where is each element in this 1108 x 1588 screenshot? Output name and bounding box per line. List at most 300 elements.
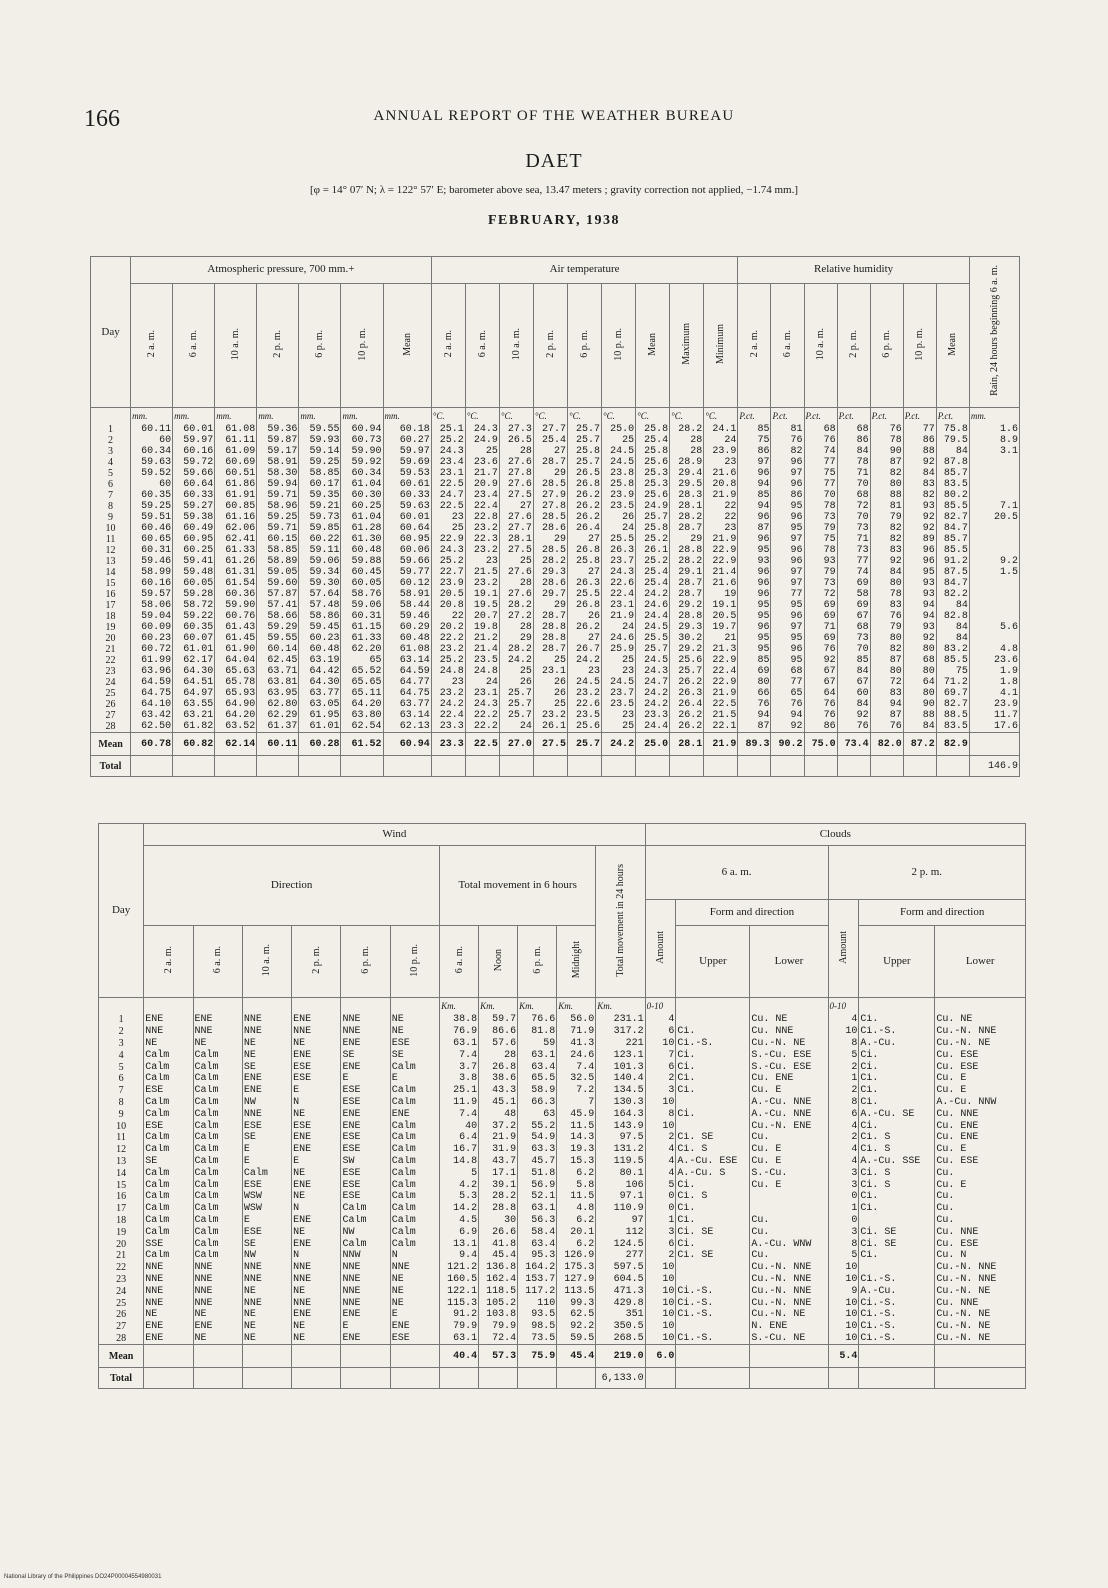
day-cell: 24 [91, 677, 131, 688]
data-cell: 81 [771, 424, 804, 435]
data-cell: 60.85 [215, 501, 257, 512]
data-cell: NNE [292, 1274, 341, 1286]
data-cell: 2 [828, 1085, 859, 1097]
col-label: Minimum [715, 323, 727, 364]
data-cell: 60.33 [173, 490, 215, 501]
data-cell: 26 [602, 512, 636, 523]
total-cell [242, 1368, 291, 1389]
data-cell: 26.2 [670, 677, 704, 688]
col-label: 2 a. m. [162, 946, 174, 974]
h-6pm-header [870, 283, 903, 407]
data-cell: NNE [341, 1014, 390, 1026]
data-cell: 59.90 [215, 600, 257, 611]
data-cell: 24.8 [431, 666, 465, 677]
data-cell: 22.4 [704, 666, 738, 677]
data-cell: 61.01 [173, 644, 215, 655]
data-cell: 94 [903, 611, 936, 622]
table-row [91, 655, 1020, 666]
library-footer: National Library of the Philippines DO24P00004554980031 [4, 1574, 162, 1580]
data-cell: 85.5 [936, 501, 969, 512]
data-cell: 63.14 [383, 655, 431, 666]
col-label: Amount [655, 930, 666, 964]
day-cell: 8 [99, 1097, 144, 1109]
col-label: 6 a. m. [453, 946, 465, 974]
col-label: Mean [947, 332, 959, 356]
data-cell: 93 [804, 556, 837, 567]
data-cell: Cu. [935, 1203, 1026, 1215]
data-cell: 96 [903, 545, 936, 556]
mean-cell [750, 1345, 828, 1368]
data-cell: 60.29 [383, 622, 431, 633]
data-cell: NNE [242, 1262, 291, 1274]
data-cell: 27 [567, 633, 601, 644]
data-cell: E [242, 1215, 291, 1227]
data-cell: 5.8 [557, 1179, 596, 1191]
total-cell [533, 756, 567, 777]
data-cell: Calm [390, 1203, 439, 1215]
data-cell: Calm [144, 1179, 193, 1191]
data-cell: N. ENE [750, 1321, 828, 1333]
data-cell: ESE [242, 1120, 291, 1132]
data-cell: 63.95 [257, 688, 299, 699]
data-cell: 25.8 [636, 523, 670, 534]
data-cell: 23.3 [636, 710, 670, 721]
h-10pm-header [903, 283, 936, 407]
data-cell: 59.93 [299, 435, 341, 446]
data-cell: 60.48 [341, 545, 383, 556]
data-cell: 61.37 [257, 721, 299, 733]
data-cell: Ci. [859, 1073, 935, 1085]
mean-cell: 24.2 [602, 733, 636, 756]
mean-cell: 60.94 [383, 733, 431, 756]
data-cell: Ci.-S. [859, 1274, 935, 1286]
total-cell [602, 756, 636, 777]
data-cell: 28.7 [533, 611, 567, 622]
data-cell: 60.09 [131, 622, 173, 633]
data-cell: 10 [828, 1026, 859, 1038]
data-cell: 71.2 [936, 677, 969, 688]
data-cell: N [292, 1203, 341, 1215]
data-cell: 59.21 [299, 501, 341, 512]
data-cell: 38.6 [479, 1073, 518, 1085]
day-cell: 11 [99, 1132, 144, 1144]
data-cell: 58.4 [518, 1226, 557, 1238]
data-cell: 67 [804, 677, 837, 688]
data-cell: 54.9 [518, 1132, 557, 1144]
data-cell: 45.9 [557, 1108, 596, 1120]
data-cell: ENE [193, 1014, 242, 1026]
data-cell: ENE [193, 1321, 242, 1333]
data-cell: 72 [804, 589, 837, 600]
data-cell: 5 [828, 1049, 859, 1061]
data-cell: NNE [193, 1262, 242, 1274]
data-cell: 24 [602, 523, 636, 534]
day-cell: 25 [91, 688, 131, 699]
data-cell: 61.30 [341, 534, 383, 545]
data-cell: 28.1 [670, 501, 704, 512]
data-cell: 162.4 [479, 1274, 518, 1286]
data-cell: 23.6 [969, 655, 1019, 666]
data-cell: NNE [144, 1262, 193, 1274]
total-cell [837, 756, 870, 777]
data-cell: 61.86 [215, 479, 257, 490]
table-row [91, 710, 1020, 721]
data-cell: 63.4 [518, 1238, 557, 1250]
data-cell: 25.5 [567, 589, 601, 600]
data-cell: 61.15 [341, 622, 383, 633]
data-cell: Calm [341, 1203, 390, 1215]
data-cell: A.-Cu. [859, 1285, 935, 1297]
data-cell: ESE [341, 1167, 390, 1179]
data-cell: 86.6 [479, 1026, 518, 1038]
data-cell: 7.4 [440, 1049, 479, 1061]
data-cell: 69 [837, 600, 870, 611]
data-cell: 96 [738, 512, 771, 523]
wind-group-header: Wind [144, 824, 645, 846]
data-cell: 88 [870, 490, 903, 501]
data-cell: 88 [903, 710, 936, 721]
data-cell: 23.3 [431, 721, 465, 733]
data-cell: NNE [341, 1026, 390, 1038]
data-cell: 61.45 [215, 633, 257, 644]
data-cell: 14.3 [557, 1132, 596, 1144]
data-cell: Calm [193, 1179, 242, 1191]
unit-cell [144, 998, 193, 1015]
data-cell: Ci. SE [859, 1238, 935, 1250]
data-cell: 96 [771, 512, 804, 523]
data-cell: 24.5 [602, 677, 636, 688]
data-cell: 63.05 [299, 699, 341, 710]
data-cell: 29.3 [670, 622, 704, 633]
data-cell: Cu.-N. NNE [750, 1285, 828, 1297]
data-cell: 110 [518, 1297, 557, 1309]
data-cell: 60.45 [341, 567, 383, 578]
data-cell: 60.64 [383, 523, 431, 534]
data-cell: 60.25 [173, 545, 215, 556]
data-cell: 88.5 [936, 710, 969, 721]
data-cell: N [390, 1250, 439, 1262]
table-row [99, 1167, 1026, 1179]
data-cell: 6 [828, 1108, 859, 1120]
data-cell: Ci. [676, 1061, 750, 1073]
data-cell: 25.8 [602, 479, 636, 490]
data-cell: Ci.-S. [859, 1309, 935, 1321]
data-cell: 80.1 [596, 1167, 645, 1179]
data-cell: 65.93 [215, 688, 257, 699]
data-cell: 74 [804, 446, 837, 457]
col-label: 2 a. m. [442, 330, 454, 358]
data-cell: NNE [341, 1262, 390, 1274]
data-cell: 23 [704, 523, 738, 534]
data-cell: 92 [837, 710, 870, 721]
data-cell: 58.30 [257, 468, 299, 479]
data-cell: 69 [837, 578, 870, 589]
data-cell: 28.2 [670, 424, 704, 435]
table-row [99, 1061, 1026, 1073]
data-cell: 59.72 [173, 457, 215, 468]
data-cell: 87 [738, 523, 771, 534]
data-cell: N [292, 1250, 341, 1262]
data-cell: 28.8 [479, 1203, 518, 1215]
data-cell: 62.45 [257, 655, 299, 666]
data-cell: Calm [390, 1097, 439, 1109]
data-cell: 76.9 [440, 1026, 479, 1038]
unit-cell: P.ct. [837, 408, 870, 425]
data-cell: 60.36 [215, 589, 257, 600]
data-cell: ESE [292, 1061, 341, 1073]
table-row [99, 1191, 1026, 1203]
data-cell: 28.9 [670, 457, 704, 468]
data-cell: 10 [828, 1262, 859, 1274]
data-cell: Ci. S [859, 1132, 935, 1144]
data-cell [676, 1274, 750, 1286]
data-cell: 26.5 [499, 435, 533, 446]
data-cell: ENE [144, 1014, 193, 1026]
units-day-cell [99, 998, 144, 1015]
data-cell: 59.87 [257, 435, 299, 446]
data-cell: Calm [144, 1061, 193, 1073]
day-cell: 12 [91, 545, 131, 556]
table-row [99, 1226, 1026, 1238]
data-cell: Cu. [935, 1215, 1026, 1227]
total-cell [193, 1368, 242, 1389]
data-cell: 126.9 [557, 1250, 596, 1262]
data-cell: NE [390, 1285, 439, 1297]
d-2pm-header [292, 926, 341, 998]
table-row [91, 644, 1020, 655]
data-cell: 77 [771, 677, 804, 688]
data-cell: 25.8 [567, 446, 601, 457]
data-cell: 76 [870, 721, 903, 733]
data-cell: 28.8 [533, 622, 567, 633]
data-cell [969, 457, 1019, 468]
total-cell [341, 1368, 390, 1389]
table-row [99, 1215, 1026, 1227]
col-label: 10 a. m. [815, 327, 827, 360]
h-6am-header [771, 283, 804, 407]
h-mean-header [936, 283, 969, 407]
data-cell: 61.28 [341, 523, 383, 534]
data-cell: 153.7 [518, 1274, 557, 1286]
data-cell: ENE [341, 1061, 390, 1073]
data-cell: Cu. ESE [935, 1061, 1026, 1073]
data-cell: 77 [804, 479, 837, 490]
table-row [91, 468, 1020, 479]
data-cell: 10 [645, 1321, 676, 1333]
data-cell: Calm [144, 1250, 193, 1262]
data-cell: NNE [193, 1285, 242, 1297]
data-cell: 60.95 [173, 534, 215, 545]
data-cell: 28.7 [533, 644, 567, 655]
data-cell: Cu. [750, 1226, 828, 1238]
unit-cell: mm. [257, 408, 299, 425]
data-cell: 25 [533, 699, 567, 710]
data-cell: 59.53 [383, 468, 431, 479]
mean-cell: 87.2 [903, 733, 936, 756]
table-row [91, 589, 1020, 600]
data-cell: 58.85 [257, 545, 299, 556]
data-cell: 134.5 [596, 1085, 645, 1097]
data-cell: A.-Cu. ESE [676, 1156, 750, 1168]
data-cell: 23.2 [431, 688, 465, 699]
data-cell: 58.96 [257, 501, 299, 512]
data-cell: 19.3 [557, 1144, 596, 1156]
data-cell: 85.7 [936, 534, 969, 545]
data-cell: 60 [131, 479, 173, 490]
data-cell: 4 [645, 1014, 676, 1026]
data-cell: Cu. E [750, 1156, 828, 1168]
data-cell: Cu. N [935, 1250, 1026, 1262]
data-cell: 68 [837, 424, 870, 435]
data-cell: 59.7 [479, 1014, 518, 1026]
total-cell [771, 756, 804, 777]
day-cell: 23 [99, 1274, 144, 1286]
data-cell: 60.23 [131, 633, 173, 644]
data-cell: Cu. E [935, 1085, 1026, 1097]
data-cell: NE [242, 1321, 291, 1333]
table-row [99, 1073, 1026, 1085]
data-cell: 86 [804, 721, 837, 733]
data-cell: 64.20 [215, 710, 257, 721]
data-cell: 25.2 [431, 655, 465, 666]
data-cell: ENE [292, 1132, 341, 1144]
unit-cell: mm. [173, 408, 215, 425]
data-cell: 86 [738, 446, 771, 457]
data-cell: 1.8 [969, 677, 1019, 688]
unit-cell: mm. [131, 408, 173, 425]
data-cell: NE [193, 1038, 242, 1050]
data-cell: 23.5 [567, 710, 601, 721]
table-row [99, 1179, 1026, 1191]
data-cell: Cu. NNE [935, 1108, 1026, 1120]
data-cell: Calm [193, 1073, 242, 1085]
total-cell [431, 756, 465, 777]
data-cell: NE [242, 1038, 291, 1050]
mean-cell: 60.11 [257, 733, 299, 756]
rain-header-label: Rain, 24 hours beginning 6 a. m. [988, 265, 1000, 396]
data-cell: 71 [837, 468, 870, 479]
d-6pm-header [341, 926, 390, 998]
data-cell: 4 [828, 1014, 859, 1026]
data-cell: 22.4 [431, 710, 465, 721]
data-cell: 83.2 [936, 644, 969, 655]
day-cell: 15 [91, 578, 131, 589]
data-cell: 59.63 [131, 457, 173, 468]
unit-cell: Km. [596, 998, 645, 1015]
unit-cell: mm. [215, 408, 257, 425]
data-cell: 22.2 [431, 633, 465, 644]
data-cell: 71 [837, 534, 870, 545]
data-cell: 62.13 [383, 721, 431, 733]
data-cell: 95 [738, 600, 771, 611]
data-cell: 81.8 [518, 1026, 557, 1038]
data-cell: Cu.-N. NE [750, 1309, 828, 1321]
data-cell: Calm [390, 1179, 439, 1191]
data-cell: 24.9 [636, 501, 670, 512]
data-cell: 59.14 [299, 446, 341, 457]
data-cell: 76.6 [518, 1014, 557, 1026]
data-cell: 23.9 [602, 490, 636, 501]
data-cell: 83 [870, 688, 903, 699]
data-cell: 60.05 [173, 578, 215, 589]
data-cell: 10 [645, 1297, 676, 1309]
data-cell [969, 534, 1019, 545]
data-cell: 63.1 [440, 1038, 479, 1050]
data-cell: Ci. [676, 1215, 750, 1227]
data-cell: 22.5 [431, 501, 465, 512]
data-cell [969, 490, 1019, 501]
data-cell: A.-Cu. WNW [750, 1238, 828, 1250]
data-cell: 41.8 [479, 1238, 518, 1250]
data-cell: 27.8 [533, 501, 567, 512]
data-cell: 68 [903, 655, 936, 666]
day-cell: 7 [99, 1085, 144, 1097]
table-row [91, 688, 1020, 699]
data-cell: 66 [738, 688, 771, 699]
unit-cell: mm. [383, 408, 431, 425]
data-cell: 25.7 [499, 710, 533, 721]
data-cell: 59.46 [131, 556, 173, 567]
mean-cell: 27.5 [533, 733, 567, 756]
data-cell: 63.4 [518, 1061, 557, 1073]
day-cell: 8 [91, 501, 131, 512]
data-cell: 71 [804, 622, 837, 633]
data-cell: 136.8 [479, 1262, 518, 1274]
data-cell: Cu.-N. NE [750, 1038, 828, 1050]
data-cell: 60.51 [215, 468, 257, 479]
data-cell: 43.7 [479, 1156, 518, 1168]
data-cell: 28.2 [499, 600, 533, 611]
data-cell: 93.5 [518, 1309, 557, 1321]
data-cell: 175.3 [557, 1262, 596, 1274]
data-cell: 98.5 [518, 1321, 557, 1333]
total-cell [704, 756, 738, 777]
data-cell: 78 [804, 501, 837, 512]
data-cell: 59.60 [257, 578, 299, 589]
data-cell: 78 [837, 457, 870, 468]
data-cell: E [292, 1085, 341, 1097]
data-cell: ENE [144, 1321, 193, 1333]
data-cell: 60.31 [341, 611, 383, 622]
data-cell: Ci. [676, 1085, 750, 1097]
data-cell: 27 [499, 501, 533, 512]
data-cell: 84 [903, 468, 936, 479]
data-cell: 59.90 [341, 446, 383, 457]
data-cell: 28 [670, 446, 704, 457]
data-cell: E [292, 1156, 341, 1168]
data-cell: 56.0 [557, 1014, 596, 1026]
data-cell: 28.8 [670, 611, 704, 622]
data-cell: 25.8 [636, 446, 670, 457]
data-cell: 130.3 [596, 1097, 645, 1109]
data-cell: 11.7 [969, 710, 1019, 721]
data-cell: 22.4 [602, 589, 636, 600]
data-cell: Cu.-N. NE [935, 1038, 1026, 1050]
data-cell: 76 [804, 644, 837, 655]
unit-cell: P.ct. [870, 408, 903, 425]
data-cell: 28.1 [499, 534, 533, 545]
data-cell: 28 [670, 435, 704, 446]
data-cell: NE [292, 1285, 341, 1297]
data-cell: 3.8 [440, 1073, 479, 1085]
data-cell: 20.7 [465, 611, 499, 622]
col-label: 6 a. m. [781, 330, 793, 358]
day-cell: 18 [91, 611, 131, 622]
mean-cell [935, 1345, 1026, 1368]
data-cell: 19.1 [704, 600, 738, 611]
day-cell: 21 [99, 1250, 144, 1262]
data-cell: Calm [193, 1049, 242, 1061]
